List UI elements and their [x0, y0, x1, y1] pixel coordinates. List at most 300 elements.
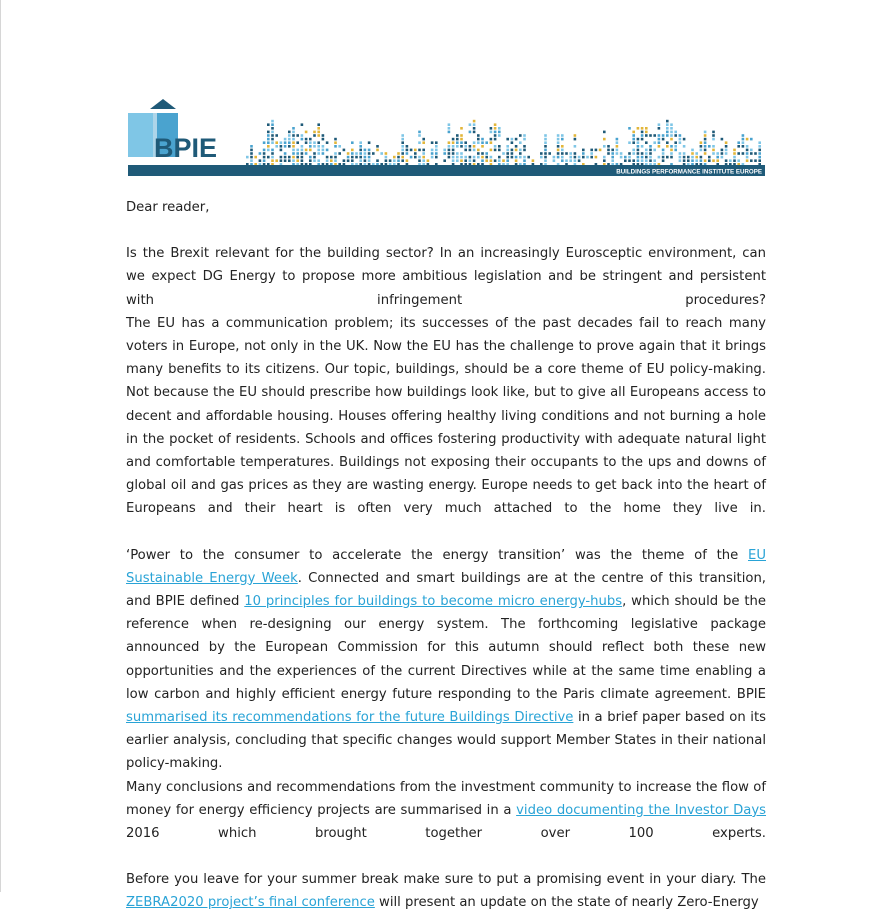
skyline-dot — [397, 159, 400, 162]
skyline-dot — [490, 159, 493, 162]
link-10-principles[interactable]: 10 principles for buildings to become micro energy-hubs — [244, 594, 623, 610]
skyline-dot — [263, 156, 266, 159]
skyline-dot — [284, 141, 287, 144]
skyline-dot — [263, 149, 266, 152]
skyline-dot — [305, 152, 308, 155]
skyline-dot — [490, 141, 493, 144]
skyline-dot — [742, 152, 745, 155]
skyline-dot — [750, 152, 753, 155]
skyline-dot — [561, 149, 564, 152]
skyline-dot — [632, 138, 635, 141]
skyline-dot — [490, 138, 493, 141]
skyline-dot — [704, 141, 707, 144]
skyline-dot — [544, 149, 547, 152]
skyline-dot — [271, 152, 274, 155]
skyline-dot — [754, 159, 757, 162]
skyline-dot — [473, 159, 476, 162]
skyline-dot — [658, 127, 661, 130]
skyline-dot — [532, 159, 535, 162]
bpie-banner — [128, 97, 765, 177]
skyline-dot — [670, 149, 673, 152]
skyline-dot — [288, 159, 291, 162]
skyline-dot — [334, 156, 337, 159]
skyline-dot — [296, 152, 299, 155]
skyline-dot — [494, 138, 497, 141]
skyline-dot — [368, 141, 371, 144]
skyline-dot — [725, 159, 728, 162]
skyline-dot — [574, 138, 577, 141]
skyline-dot — [452, 156, 455, 159]
skyline-dot — [372, 152, 375, 155]
skyline-dot — [725, 145, 728, 148]
skyline-dot — [418, 131, 421, 134]
skyline-dot — [502, 159, 505, 162]
skyline-dot — [590, 156, 593, 159]
skyline-dot — [364, 152, 367, 155]
skyline-dot — [271, 149, 274, 152]
skyline-dot — [716, 152, 719, 155]
skyline-dot — [481, 159, 484, 162]
skyline-dot — [519, 149, 522, 152]
skyline-dot — [620, 156, 623, 159]
skyline-dot — [557, 156, 560, 159]
skyline-dot — [460, 159, 463, 162]
skyline-dot — [758, 152, 761, 155]
skyline-dot — [687, 156, 690, 159]
skyline-dot — [704, 159, 707, 162]
skyline-dot — [641, 134, 644, 137]
skyline-dot — [683, 152, 686, 155]
skyline-dot — [456, 134, 459, 137]
skyline-dot — [477, 156, 480, 159]
skyline-dot — [456, 145, 459, 148]
paragraph-zebra2020: Before you leave for your summer break make sure to put a promising event in your diary. The ZEBRA2020 project’s final conference will present an update on the state of nearly Zero-Energy — [126, 872, 766, 911]
skyline-dot — [343, 159, 346, 162]
skyline-dot — [628, 159, 631, 162]
skyline-dot — [271, 134, 274, 137]
skyline-dot — [460, 141, 463, 144]
skyline-dot — [511, 149, 514, 152]
skyline-dot — [393, 156, 396, 159]
skyline-dot — [519, 152, 522, 155]
skyline-dot — [485, 141, 488, 144]
skyline-dot — [448, 127, 451, 130]
skyline-dot — [477, 134, 480, 137]
skyline-dot — [670, 138, 673, 141]
page-edge — [0, 0, 1, 892]
skyline-dot — [691, 156, 694, 159]
skyline-dot — [368, 159, 371, 162]
skyline-dot — [679, 141, 682, 144]
skyline-dot — [523, 134, 526, 137]
link-eu-sustainable-energy-week[interactable]: EU Sustainable Energy Week — [126, 547, 766, 586]
skyline-dot — [422, 156, 425, 159]
skyline-dot — [620, 152, 623, 155]
skyline-dot — [456, 138, 459, 141]
skyline-dot — [385, 159, 388, 162]
skyline-dot — [561, 145, 564, 148]
skyline-dot — [263, 152, 266, 155]
skyline-dot — [494, 159, 497, 162]
skyline-dot — [250, 156, 253, 159]
skyline-dot — [301, 149, 304, 152]
skyline-dot — [511, 152, 514, 155]
skyline-dot — [733, 152, 736, 155]
skyline-dot — [653, 141, 656, 144]
skyline-dot — [582, 149, 585, 152]
skyline-dot — [271, 120, 274, 123]
skyline-dot — [267, 131, 270, 134]
skyline-dot — [317, 127, 320, 130]
skyline-dot — [250, 149, 253, 152]
skyline-dot — [401, 152, 404, 155]
skyline-dot — [595, 156, 598, 159]
skyline-dot — [435, 145, 438, 148]
skyline-dot — [628, 127, 631, 130]
skyline-dot — [292, 159, 295, 162]
skyline-dot — [481, 152, 484, 155]
skyline-dot — [477, 152, 480, 155]
skyline-dot — [267, 141, 270, 144]
skyline-dot — [624, 159, 627, 162]
skyline-dot — [674, 141, 677, 144]
skyline-dot — [628, 141, 631, 144]
skyline-dot — [511, 156, 514, 159]
skyline-dot — [590, 152, 593, 155]
skyline-dot — [309, 149, 312, 152]
skyline-dot — [746, 149, 749, 152]
skyline-dot — [645, 149, 648, 152]
skyline-dot — [275, 134, 278, 137]
skyline-dot — [452, 145, 455, 148]
skyline-dot — [246, 156, 249, 159]
skyline-dot — [422, 141, 425, 144]
skyline-dot — [288, 145, 291, 148]
skyline-dot — [557, 149, 560, 152]
skyline-dot — [691, 152, 694, 155]
skyline-dot — [469, 156, 472, 159]
skyline-dot — [641, 127, 644, 130]
skyline-dot — [443, 152, 446, 155]
skyline-dot — [301, 145, 304, 148]
skyline-dot — [359, 156, 362, 159]
skyline-dot — [338, 145, 341, 148]
skyline-dot — [456, 156, 459, 159]
skyline-dot — [351, 141, 354, 144]
skyline-dot — [364, 149, 367, 152]
paragraph-brexit — [126, 242, 766, 520]
skyline-dot — [695, 156, 698, 159]
link-investor-days-video[interactable]: video documenting the Investor Days — [516, 802, 767, 818]
skyline-dot — [746, 145, 749, 148]
skyline-dot — [758, 145, 761, 148]
skyline-dot — [544, 152, 547, 155]
skyline-dot — [645, 127, 648, 130]
skyline-dot — [485, 156, 488, 159]
skyline-dot — [658, 156, 661, 159]
skyline-dot — [515, 159, 518, 162]
logo-text: BPIE — [154, 133, 218, 163]
skyline-dot — [700, 159, 703, 162]
skyline-dot — [305, 138, 308, 141]
skyline-dot — [632, 141, 635, 144]
skyline-dot — [477, 149, 480, 152]
skyline-dot — [452, 138, 455, 141]
skyline-dot — [292, 141, 295, 144]
paragraph-eu-communication: The EU has a communication problem; its successes of the past decades fail to reach many voters in Europe, not only in the UK. Now the EU has the challenge to prove again that it brings many benefits to its citizens. Our topic, buildings, should be a core theme of EU policy-making. Not because the EU should prescribe how buildings look like, but to give all Europeans access to decent and affordable housing. Houses offering healthy living conditions and not burning a hole in the pocket of residents. Schools and offices fostering productivity with adequate natural light and comfortable temperatures. Buildings not exposing their occupants to the ups and downs of global oil and gas prices as they are wasting energy. Europe needs to get back into the heart of Europeans and their heart is often very much attached to the home they live in. — [126, 315, 766, 517]
skyline-pattern — [246, 120, 761, 166]
skyline-dot — [607, 145, 610, 148]
link-buildings-directive-recommendations[interactable]: summarised its recommendations for the future Buildings Directive — [126, 710, 574, 726]
skyline-dot — [326, 141, 329, 144]
skyline-dot — [616, 138, 619, 141]
skyline-dot — [658, 134, 661, 137]
skyline-dot — [561, 152, 564, 155]
skyline-dot — [611, 152, 614, 155]
skyline-dot — [553, 159, 556, 162]
skyline-dot — [603, 145, 606, 148]
skyline-dot — [427, 159, 430, 162]
skyline-dot — [700, 156, 703, 159]
skyline-dot — [334, 145, 337, 148]
skyline-dot — [561, 159, 564, 162]
skyline-dot — [737, 141, 740, 144]
skyline-dot — [313, 145, 316, 148]
skyline-dot — [658, 138, 661, 141]
skyline-dot — [527, 156, 530, 159]
skyline-dot — [271, 138, 274, 141]
skyline-dot — [725, 141, 728, 144]
skyline-dot — [616, 141, 619, 144]
skyline-dot — [259, 159, 262, 162]
skyline-dot — [389, 159, 392, 162]
skyline-dot — [431, 141, 434, 144]
skyline-dot — [674, 149, 677, 152]
skyline-dot — [645, 141, 648, 144]
skyline-dot — [448, 145, 451, 148]
skyline-dot — [557, 134, 560, 137]
skyline-dot — [250, 145, 253, 148]
skyline-dot — [317, 123, 320, 126]
skyline-dot — [637, 138, 640, 141]
skyline-dot — [309, 156, 312, 159]
skyline-dot — [607, 152, 610, 155]
skyline-dot — [679, 138, 682, 141]
skyline-dot — [498, 156, 501, 159]
skyline-dot — [485, 152, 488, 155]
skyline-dot — [422, 159, 425, 162]
skyline-dot — [448, 141, 451, 144]
skyline-dot — [481, 156, 484, 159]
skyline-dot — [271, 127, 274, 130]
skyline-dot — [292, 138, 295, 141]
skyline-dot — [473, 141, 476, 144]
skyline-dot — [645, 152, 648, 155]
skyline-dot — [700, 145, 703, 148]
skyline-dot — [280, 145, 283, 148]
skyline-dot — [742, 134, 745, 137]
skyline-dot — [267, 138, 270, 141]
skyline-dot — [653, 149, 656, 152]
skyline-dot — [674, 134, 677, 137]
skyline-dot — [322, 149, 325, 152]
skyline-dot — [637, 156, 640, 159]
skyline-dot — [288, 134, 291, 137]
skyline-dot — [523, 159, 526, 162]
skyline-dot — [296, 159, 299, 162]
skyline-dot — [632, 134, 635, 137]
skyline-dot — [275, 141, 278, 144]
skyline-dot — [695, 159, 698, 162]
skyline-dot — [418, 134, 421, 137]
skyline-dot — [322, 152, 325, 155]
skyline-dot — [313, 131, 316, 134]
skyline-dot — [418, 159, 421, 162]
skyline-dot — [473, 120, 476, 123]
skyline-dot — [515, 145, 518, 148]
skyline-dot — [494, 131, 497, 134]
skyline-dot — [519, 156, 522, 159]
skyline-dot — [645, 156, 648, 159]
skyline-dot — [746, 138, 749, 141]
skyline-dot — [359, 159, 362, 162]
skyline-dot — [490, 131, 493, 134]
skyline-dot — [481, 141, 484, 144]
skyline-dot — [712, 159, 715, 162]
skyline-dot — [494, 149, 497, 152]
skyline-dot — [649, 145, 652, 148]
skyline-dot — [611, 159, 614, 162]
skyline-dot — [347, 159, 350, 162]
skyline-dot — [557, 141, 560, 144]
skyline-dot — [401, 156, 404, 159]
skyline-dot — [515, 149, 518, 152]
skyline-dot — [301, 138, 304, 141]
skyline-dot — [653, 134, 656, 137]
skyline-dot — [691, 159, 694, 162]
skyline-dot — [662, 159, 665, 162]
skyline-dot — [704, 134, 707, 137]
skyline-dot — [679, 159, 682, 162]
skyline-dot — [700, 141, 703, 144]
skyline-dot — [368, 149, 371, 152]
skyline-dot — [574, 152, 577, 155]
skyline-dot — [271, 131, 274, 134]
skyline-dot — [275, 159, 278, 162]
skyline-dot — [380, 152, 383, 155]
skyline-dot — [301, 134, 304, 137]
skyline-dot — [368, 156, 371, 159]
skyline-dot — [406, 149, 409, 152]
skyline-dot — [662, 156, 665, 159]
skyline-dot — [464, 159, 467, 162]
skyline-dot — [506, 156, 509, 159]
skyline-dot — [401, 159, 404, 162]
skyline-dot — [754, 152, 757, 155]
skyline-dot — [317, 134, 320, 137]
skyline-dot — [351, 152, 354, 155]
skyline-dot — [498, 149, 501, 152]
skyline-dot — [317, 152, 320, 155]
skyline-dot — [267, 149, 270, 152]
skyline-dot — [666, 141, 669, 144]
skyline-dot — [460, 127, 463, 130]
skyline-dot — [708, 156, 711, 159]
skyline-dot — [670, 156, 673, 159]
skyline-dot — [317, 145, 320, 148]
skyline-dot — [334, 152, 337, 155]
skyline-dot — [263, 141, 266, 144]
skyline-dot — [561, 134, 564, 137]
skyline-dot — [469, 131, 472, 134]
skyline-dot — [271, 156, 274, 159]
skyline-dot — [544, 134, 547, 137]
skyline-dot — [464, 145, 467, 148]
skyline-dot — [708, 145, 711, 148]
link-zebra2020-conference[interactable]: ZEBRA2020 project’s final conference — [126, 895, 375, 911]
skyline-dot — [309, 159, 312, 162]
skyline-dot — [616, 152, 619, 155]
skyline-dot — [271, 141, 274, 144]
skyline-dot — [284, 145, 287, 148]
skyline-dot — [637, 152, 640, 155]
skyline-dot — [448, 131, 451, 134]
skyline-dot — [511, 138, 514, 141]
skyline-dot — [401, 141, 404, 144]
skyline-dot — [359, 149, 362, 152]
skyline-dot — [313, 152, 316, 155]
skyline-dot — [485, 159, 488, 162]
skyline-dot — [704, 131, 707, 134]
skyline-dot — [637, 145, 640, 148]
skyline-dot — [666, 120, 669, 123]
skyline-dot — [595, 149, 598, 152]
skyline-dot — [683, 159, 686, 162]
skyline-dot — [641, 159, 644, 162]
skyline-dot — [649, 149, 652, 152]
skyline-dot — [649, 159, 652, 162]
skyline-dot — [540, 156, 543, 159]
skyline-dot — [422, 149, 425, 152]
bpie-logo — [128, 99, 217, 163]
skyline-dot — [250, 152, 253, 155]
skyline-dot — [330, 159, 333, 162]
skyline-dot — [397, 152, 400, 155]
skyline-dot — [506, 149, 509, 152]
skyline-dot — [737, 145, 740, 148]
skyline-dot — [267, 145, 270, 148]
skyline-dot — [544, 138, 547, 141]
skyline-dot — [364, 156, 367, 159]
skyline-dot — [267, 156, 270, 159]
skyline-dot — [469, 145, 472, 148]
skyline-dot — [296, 149, 299, 152]
skyline-dot — [737, 159, 740, 162]
skyline-dot — [292, 152, 295, 155]
skyline-dot — [473, 127, 476, 130]
skyline-dot — [368, 152, 371, 155]
skyline-dot — [401, 138, 404, 141]
skyline-dot — [557, 152, 560, 155]
skyline-dot — [670, 152, 673, 155]
skyline-dot — [473, 131, 476, 134]
skyline-dot — [254, 156, 257, 159]
skyline-dot — [611, 156, 614, 159]
skyline-dot — [338, 152, 341, 155]
skyline-dot — [443, 159, 446, 162]
skyline-dot — [670, 131, 673, 134]
skyline-dot — [355, 152, 358, 155]
